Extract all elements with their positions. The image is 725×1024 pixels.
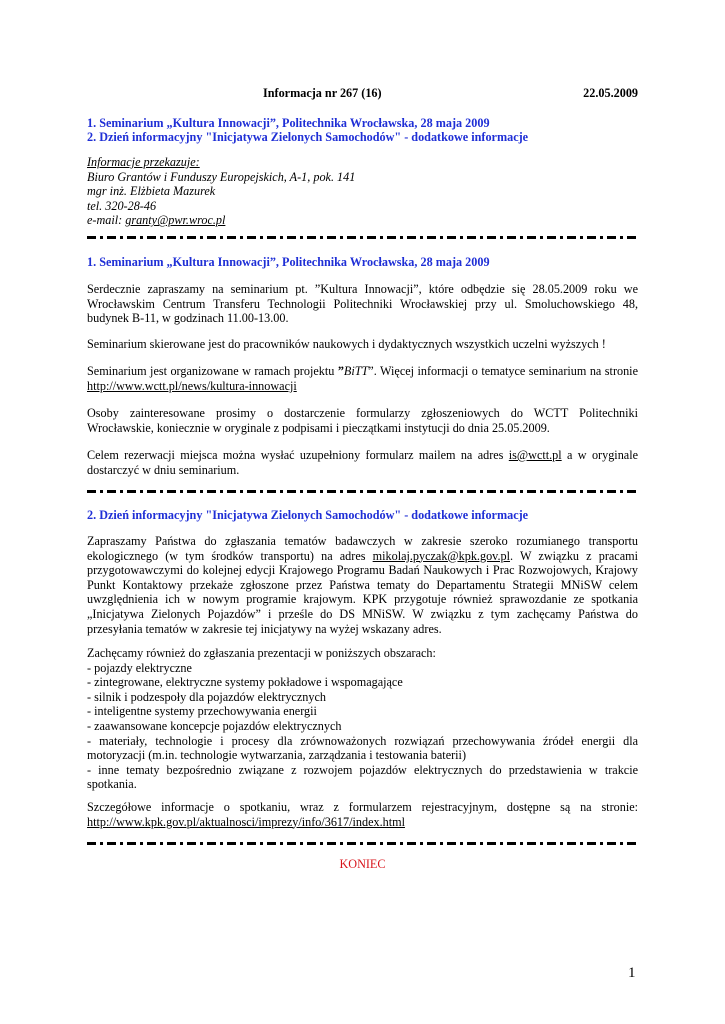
text-line: „Inicjatywa Zielonych Pojazdów” i prześle do DS MNiSW. W związku z tym zachęcamy Państwa do bbox=[87, 606, 638, 621]
section1-paragraph-2: Seminarium skierowane jest do pracowników naukowych i dydaktycznych wszystkich uczelni wyższych ! bbox=[87, 337, 606, 351]
text-line: dostarczyć w dniu seminarium. bbox=[87, 462, 240, 477]
contact-email-line bbox=[87, 213, 355, 228]
section2-paragraph-2 bbox=[87, 646, 638, 792]
area-item: - zaawansowane koncepcje pojazdów elektrycznych bbox=[87, 718, 342, 733]
info-number: Informacja nr 267 (16) bbox=[263, 86, 382, 100]
wctt-link[interactable]: http://www.wctt.pl/news/kultura-innowacji bbox=[87, 378, 297, 393]
text-fragment: ekologicznego (w tym środków transportu) na adres bbox=[87, 548, 373, 563]
contact-person: mgr inż. Elżbieta Mazurek bbox=[87, 184, 216, 199]
text-line: Zapraszamy Państwa do zgłaszania tematów badawczych w zakresie szeroko rozumianego transportu bbox=[87, 534, 638, 548]
text-line: Serdecznie zapraszamy na seminarium pt. ”Kultura Innowacji”, które odbędzie się 28.05.2009 roku we bbox=[87, 282, 638, 296]
area-item: - inteligentne systemy przechowywania energii bbox=[87, 704, 317, 719]
area-item: - zintegrowane, elektryczne systemy pokładowe i wspomagające bbox=[87, 675, 403, 690]
section2-title: 2. Dzień informacyjny "Inicjatywa Zielonych Samochodów" - dodatkowe informacje bbox=[87, 508, 529, 522]
section2-paragraph-1 bbox=[87, 534, 638, 636]
contact-phone: tel. 320-28-46 bbox=[87, 198, 157, 213]
dashed-separator bbox=[87, 842, 638, 845]
text-fragment: . W związku z pracami bbox=[510, 548, 638, 563]
area-item-continued: spotkania. bbox=[87, 777, 137, 792]
contact-email-link[interactable]: granty@pwr.wroc.pl bbox=[125, 213, 226, 228]
text-line: Wrocławskie, koniecznie w oryginale z podpisami i pieczątkami instytucji do dnia 25.05.2009. bbox=[87, 420, 550, 435]
kpk-email-link[interactable]: mikolaj.pyczak@kpk.gov.pl bbox=[372, 548, 510, 563]
wctt-email-link[interactable]: is@wctt.pl bbox=[508, 448, 562, 462]
text-line: Szczegółowe informacje o spotkaniu, wraz z formularzem rejestracyjnym, dostępne są na stronie: bbox=[87, 800, 638, 814]
page-number: 1 bbox=[628, 965, 636, 981]
area-item: - inne tematy bezpośrednio związane z rozwojem pojazdów elektrycznych do przedstawienia w trakcie bbox=[87, 762, 638, 777]
text-fragment: a w oryginale bbox=[561, 448, 638, 462]
section1-paragraph-4 bbox=[87, 406, 638, 435]
dashed-separator bbox=[87, 236, 638, 239]
dashed-separator bbox=[87, 490, 638, 493]
area-item: - silnik i podzespoły dla pojazdów elektrycznych bbox=[87, 689, 326, 704]
areas-intro: Zachęcamy również do zgłaszania prezentacji w poniższych obszarach: bbox=[87, 646, 436, 660]
toc-item-2: 2. Dzień informacyjny "Inicjatywa Zielonych Samochodów" - dodatkowe informacje bbox=[87, 130, 529, 144]
text-line: przygotowawczymi do kolejnej edycji Krajowego Programu Badań Naukowych i Prac Rozwojowych, Krajowy bbox=[87, 563, 638, 578]
contact-office: Biuro Grantów i Funduszy Europejskich, A-1, pok. 141 bbox=[87, 169, 356, 184]
text-line: Osoby zainteresowane prosimy o dostarczenie formularzy zgłoszeniowych do WCTT Politechniki bbox=[87, 406, 638, 420]
text-line: Wrocławskim Centrum Transferu Technologii Politechniki Wrocławskiej przy ul. Smoluchowskiego 48, bbox=[87, 296, 638, 311]
text-line: przesyłania tematów w zakresie tej inicjatywy na wyżej wskazany adres. bbox=[87, 621, 442, 636]
text-line: uwzględnienia ich w nowym programie krajowym. KPK przygotuje również sprawozdanie ze spotkania bbox=[87, 592, 638, 607]
text-line: budynek B-11, w godzinach 11.00-13.00. bbox=[87, 311, 289, 326]
text-line: Punkt Kontaktowy przekaże zgłoszone przez Państwa tematy do Departamentu Strategii MNiSW celem bbox=[87, 577, 638, 592]
quote-mark: ” bbox=[337, 364, 344, 378]
section1-paragraph-1 bbox=[87, 282, 638, 326]
area-item-continued: motoryzacji (m.in. technologie wytwarzania, zarządzania i testowania baterii) bbox=[87, 748, 466, 763]
contact-heading: Informacje przekazuje: bbox=[87, 155, 200, 169]
text-fragment: Seminarium jest organizowane w ramach projektu bbox=[87, 364, 338, 378]
text-fragment: Celem rezerwacji miejsca można wysłać uzupełniony formularz mailem na adres bbox=[87, 448, 509, 462]
section1-paragraph-5 bbox=[87, 448, 638, 477]
info-date: 22.05.2009 bbox=[583, 86, 638, 100]
kpk-link[interactable]: http://www.kpk.gov.pl/aktualnosci/imprezy/info/3617/index.html bbox=[87, 814, 405, 829]
toc-item-1: 1. Seminarium „Kultura Innowacji”, Politechnika Wrocławska, 28 maja 2009 bbox=[87, 116, 490, 130]
text-fragment: ”. Więcej informacji o tematyce seminarium na stronie bbox=[368, 364, 638, 378]
section1-title: 1. Seminarium „Kultura Innowacji”, Politechnika Wrocławska, 28 maja 2009 bbox=[87, 255, 490, 269]
end-marker: KONIEC bbox=[339, 857, 386, 871]
area-item: - materiały, technologie i procesy dla zrównoważonych rozwiązań przechowywania źródeł energii dla bbox=[87, 733, 638, 748]
project-name: BiTT bbox=[343, 364, 369, 378]
section1-paragraph-3 bbox=[87, 364, 638, 393]
area-item: - pojazdy elektryczne bbox=[87, 660, 192, 675]
contact-email-label: e-mail: bbox=[87, 213, 126, 228]
contact-block bbox=[87, 155, 355, 228]
section2-paragraph-3 bbox=[87, 800, 638, 829]
